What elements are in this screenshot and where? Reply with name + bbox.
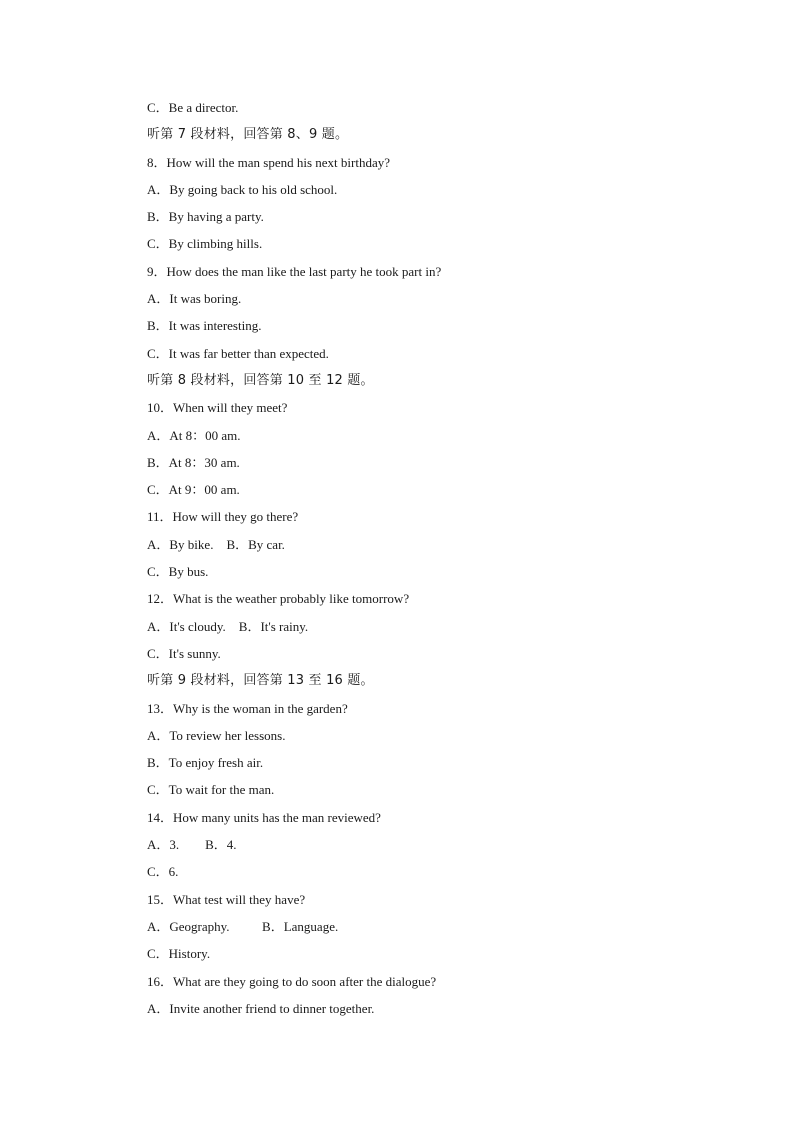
answer-option: A．It's cloudy. B．It's rainy. [147,618,309,634]
question-text: 15．What test will they have? [147,891,306,907]
answer-option: B．It was interesting. [147,318,262,334]
answer-option: B．By having a party. [147,209,264,225]
answer-option: C．To wait for the man. [147,782,275,798]
answer-option: C．Be a director. [147,100,239,115]
question-text: 9．How does the man like the last party he took part in? [147,263,442,279]
answer-option: B．To enjoy fresh air. [147,755,264,771]
answer-option: A．By bike. B．By car. [147,536,285,552]
answer-option: A．It was boring. [147,291,242,307]
answer-option: A．At 8：00 am. [147,427,241,443]
answer-option: A．3. B．4. [147,837,237,853]
question-text: 11．How will they go there? [147,509,299,525]
answer-option: B．At 8：30 am. [147,454,240,470]
answer-option: C．It was far better than expected. [147,345,329,361]
question-text: 13．Why is the woman in the garden? [147,700,348,716]
answer-option: A．Invite another friend to dinner together. [147,1000,375,1016]
question-text: 10．When will they meet? [147,400,288,416]
question-text: 8．How will the man spend his next birthday? [147,154,390,170]
answer-option: A．Geography. B．Language. [147,918,339,934]
section-heading: 听第 7 段材料，回答第 8、9 题。 [147,127,349,143]
answer-option: C．6. [147,864,179,880]
answer-option: A．To review her lessons. [147,727,286,743]
question-text: 14．How many units has the man reviewed? [147,809,381,825]
section-heading: 听第 8 段材料，回答第 10 至 12 题。 [147,372,374,388]
answer-option: A．By going back to his old school. [147,181,338,197]
answer-option: C．At 9：00 am. [147,482,240,498]
answer-option: C．By bus. [147,564,209,580]
answer-option: C．History. [147,946,211,962]
document-body [147,94,707,1022]
question-text: 16．What are they going to do soon after the dialogue? [147,973,437,989]
answer-option: C．By climbing hills. [147,236,263,252]
question-text: 12．What is the weather probably like tomorrow? [147,591,410,607]
section-heading: 听第 9 段材料，回答第 13 至 16 题。 [147,673,374,689]
answer-option: C．It's sunny. [147,645,221,661]
